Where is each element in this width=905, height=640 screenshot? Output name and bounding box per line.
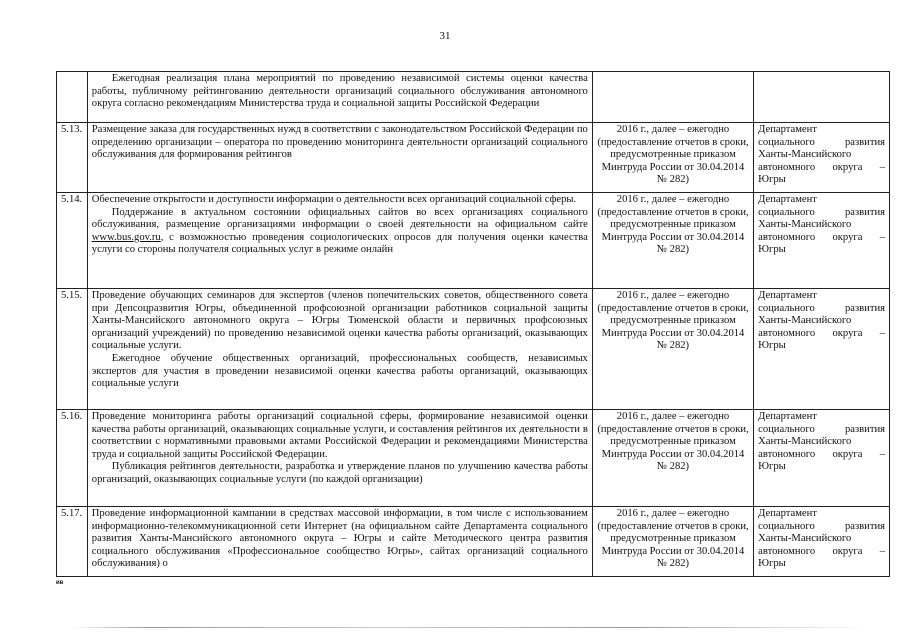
row-description bbox=[87, 193, 592, 289]
responsible-line: автономного округа – bbox=[758, 448, 885, 460]
row-term: 2016 г., далее – ежегодно (предоставление отчетов в сроки, предусмотренные приказом Минтруда России от 30.04.2014 № 282) bbox=[592, 507, 753, 577]
table-row bbox=[57, 410, 890, 507]
responsible-line: Югры bbox=[758, 244, 786, 256]
responsible-line: социального развития bbox=[758, 136, 885, 148]
row-responsible bbox=[754, 123, 890, 193]
row-term: 2016 г., далее – ежегодно (предоставление отчетов в сроки, предусмотренные приказом Минтруда России от 30.04.2014 № 282) bbox=[592, 193, 753, 289]
plan-table bbox=[56, 71, 890, 577]
responsible-line: автономного округа – bbox=[758, 161, 885, 173]
row-number: 5.17. bbox=[57, 507, 88, 577]
responsible-line: Департамент bbox=[758, 411, 817, 422]
row-description bbox=[87, 123, 592, 193]
row-description bbox=[87, 507, 592, 577]
responsible-line: социального развития bbox=[758, 302, 885, 314]
responsible-line: Департамент bbox=[758, 124, 817, 135]
row-number: 5.13. bbox=[57, 123, 88, 193]
row-number: 5.15. bbox=[57, 289, 88, 410]
paragraph-text: , с возможностью проведения социологических опросов для получения оценки качества услуги со стороны получателя социальных услуг в режиме онлайн bbox=[91, 231, 588, 256]
scan-artifact-line bbox=[70, 627, 870, 628]
responsible-line: социального развития bbox=[758, 206, 885, 218]
responsible-line: Югры bbox=[758, 340, 786, 352]
row-number bbox=[57, 72, 88, 123]
row-responsible bbox=[754, 193, 890, 289]
responsible-line: автономного округа – bbox=[758, 327, 885, 339]
row-number: 5.14. bbox=[57, 193, 88, 289]
description-paragraph: Проведение мониторинга работы организаций социальной сферы, формирование независимой оценки качества работы организаций, оказывающих социальные услуги, и составления рейтингов их деятельности в соответствии с нормативными правовыми актами Российской Федерации и рекомендациями Министерства труда и социальной защиты Российской Федерации. bbox=[91, 411, 588, 460]
table-row bbox=[57, 123, 890, 193]
row-term: 2016 г., далее – ежегодно (предоставление отчетов в сроки, предусмотренные приказом Минтруда России от 30.04.2014 № 282) bbox=[592, 123, 753, 193]
row-responsible bbox=[754, 410, 890, 507]
footer-code: ив bbox=[56, 580, 64, 586]
row-description bbox=[87, 72, 592, 123]
description-paragraph: Ежегодная реализация плана мероприятий по проведению независимой системы оценки качества работы, публичному рейтингованию деятельности организаций социального обслуживания автономного округа согласно рекомендациям Министерства труда и социальной защиты Российской Федерации bbox=[91, 73, 588, 110]
row-responsible bbox=[754, 289, 890, 410]
responsible-line: социального развития bbox=[758, 520, 885, 532]
description-paragraph: Размещение заказа для государственных нужд в соответствии с законодательством Российской Федерации по определению организации – оператора по проведению мониторинга деятельности организаций социального обслуживания для формирования рейтингов bbox=[91, 124, 588, 161]
responsible-line: автономного округа – bbox=[758, 545, 885, 557]
responsible-line: Ханты-Мансийского bbox=[758, 315, 852, 327]
description-paragraph bbox=[92, 207, 588, 257]
responsible-line: Югры bbox=[758, 558, 786, 570]
description-paragraph: Проведение обучающих семинаров для экспертов (членов попечительских советов, общественного совета при Депсоцразвития Югры, объединенной профсоюзной организации работников социальной защиты Ханты-Мансийского автономного округа – Югры Тюменской области и первичных профсоюзных организаций учреждений) по проведению независимой оценки качества работы организаций, оказывающих социальные услуги. bbox=[91, 290, 588, 352]
responsible-line: Департамент bbox=[758, 194, 817, 205]
website-link[interactable]: www.bus.gov.ru bbox=[91, 231, 161, 243]
responsible-line: Югры bbox=[758, 174, 786, 186]
row-responsible bbox=[754, 72, 890, 123]
table-row-continuation bbox=[57, 72, 890, 123]
row-term bbox=[592, 72, 753, 123]
responsible-line: Ханты-Мансийского bbox=[758, 533, 852, 545]
description-paragraph: Публикация рейтингов деятельности, разработка и утверждение планов по улучшению качества работы организаций, оказывающих социальные услуги (по каждой организации) bbox=[91, 461, 588, 485]
row-term: 2016 г., далее – ежегодно (предоставление отчетов в сроки, предусмотренные приказом Минтруда России от 30.04.2014 № 282) bbox=[592, 289, 753, 410]
row-responsible bbox=[754, 507, 890, 577]
paragraph-text: Поддержание в актуальном состоянии официальных сайтов во всех организациях социального обслуживания, размещение организациями информации о своей деятельности на официальном сайте bbox=[91, 206, 588, 231]
row-term: 2016 г., далее – ежегодно (предоставление отчетов в сроки, предусмотренные приказом Минтруда России от 30.04.2014 № 282) bbox=[592, 410, 753, 507]
responsible-line: Ханты-Мансийского bbox=[758, 436, 852, 448]
table-row bbox=[57, 289, 890, 410]
row-description bbox=[87, 289, 592, 410]
page-number: 31 bbox=[439, 30, 451, 42]
row-description bbox=[87, 410, 592, 507]
responsible-line: Югры bbox=[758, 461, 786, 473]
responsible-line: автономного округа – bbox=[758, 231, 885, 243]
description-paragraph: Ежегодное обучение общественных организаций, профессиональных сообществ, независимых экспертов для участия в проведении независимой оценки качества работы организаций, оказывающих социальные услуги bbox=[91, 352, 588, 390]
responsible-line: Департамент bbox=[758, 290, 817, 301]
table-row bbox=[57, 507, 890, 577]
row-number: 5.16. bbox=[57, 410, 88, 507]
responsible-line: Ханты-Мансийского bbox=[758, 149, 852, 161]
responsible-line: социального развития bbox=[758, 423, 885, 435]
responsible-line: Ханты-Мансийского bbox=[758, 219, 852, 231]
description-paragraph: Проведение информационной кампании в средствах массовой информации, в том числе с использованием информационно-телекоммуникационной сети Интернет (на официальном сайте Департамента социального развития Ханты-Мансийского автономного округа – Югры и сайте Методического центра развития социального обслуживания «Профессиональное сообщество Югры», сайтах организаций социального обслуживания) о bbox=[91, 508, 588, 570]
description-paragraph: Обеспечение открытости и доступности информации о деятельности всех организаций социальной сферы. bbox=[91, 194, 577, 205]
table-row bbox=[57, 193, 890, 289]
responsible-line: Департамент bbox=[758, 508, 817, 519]
